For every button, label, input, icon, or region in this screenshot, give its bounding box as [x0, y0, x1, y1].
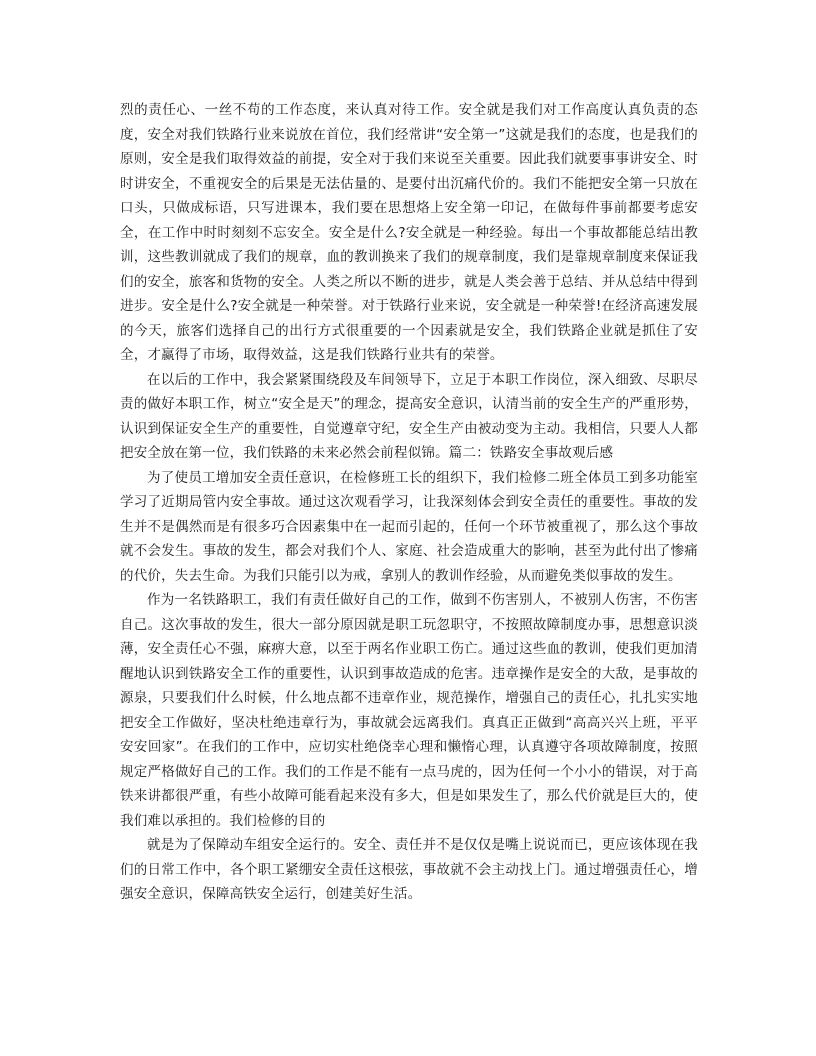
paragraph-2: 在以后的工作中，我会紧紧围绕段及车间领导下，立足于本职工作岗位，深入细致、尽职尽责的做好本职工作，树立“安全是天”的理念，提高安全意识，认清当前的安全生产的严重形势，认识到保证安全生产的重要性，自觉遵章守纪，安全生产由被动变为主动。我相信，只要人人都把安全放在第一位，我们铁路的未来必然会前程似锦。篇二：铁路安全事故观后感 — [120, 371, 698, 461]
document-body — [120, 98, 698, 907]
paragraph-5: 就是为了保障动车组安全运行的。安全、责任并不是仅仅是嘴上说说而已，更应该体现在我们的日常工作中，各个职工紧绷安全责任这根弦，事故就不会主动找上门。通过增强责任心，增强安全意识，保障高铁安全运行，创建美好生活。 — [120, 837, 698, 902]
paragraph-4: 作为一名铁路职工，我们有责任做好自己的工作，做到不伤害别人，不被别人伤害，不伤害自己。这次事故的发生，很大一部分原因就是职工玩忽职守，不按照故障制度办事，思想意识淡薄，安全责任心不强，麻痹大意，以至于两名作业职工伤亡。通过这些血的教训，使我们更加清醒地认识到铁路安全工作的重要性，认识到事故造成的危害。违章操作是安全的大敌，是事故的源泉，只要我们什么时候，什么地点都不违章作业，规范操作，增强自己的责任心，扎扎实实地把安全工作做好，坚决杜绝违章行为，事故就会远离我们。真真正正做到“高高兴兴上班，平平安安回家”。在我们的工作中，应切实杜绝侥幸心理和懒惰心理，认真遵守各项故障制度，按照规定严格做好自己的工作。我们的工作是不能有一点马虎的，因为任何一个小小的错误，对于高铁来讲都很严重，有些小故障可能看起来没有多大，但是如果发生了，那么代价就是巨大的，使我们难以承担的。我们检修的目的 — [120, 592, 698, 829]
paragraph-1: 烈的责任心、一丝不苟的工作态度，来认真对待工作。安全就是我们对工作高度认真负责的态度，安全对我们铁路行业来说放在首位，我们经常讲“安全第一”这就是我们的态度，也是我们的原则，安全是我们取得效益的前提，安全对于我们来说至关重要。因此我们就要事事讲安全、时时讲安全，不重视安全的后果是无法估量的、是要付出沉痛代价的。我们不能把安全第一只放在口头，只做成标语，只写进课本，我们要在思想烙上安全第一印记，在做每件事前都要考虑安全，在工作中时时刻刻不忘安全。安全是什么?安全就是一种经验。每出一个事故都能总结出教训，这些教训就成了我们的规章，血的教训换来了我们的规章制度，我们是靠规章制度来保证我们的安全，旅客和货物的安全。人类之所以不断的进步，就是人类会善于总结、并从总结中得到进步。安全是什么?安全就是一种荣誉。对于铁路行业来说，安全就是一种荣誉!在经济高速发展的今天，旅客们选择自己的出行方式很重要的一个因素就是安全，我们铁路企业就是抓住了安全，才赢得了市场，取得效益，这是我们铁路行业共有的荣誉。 — [120, 102, 698, 363]
paragraph-3: 为了使员工增加安全责任意识，在检修班工长的组织下，我们检修二班全体员工到多功能室学习了近期局管内安全事故。通过这次观看学习，让我深刻体会到安全责任的重要性。事故的发生并不是偶然而是有很多巧合因素集中在一起而引起的，任何一个环节被重视了，那么这个事故就不会发生。事故的发生，都会对我们个人、家庭、社会造成重大的影响，甚至为此付出了惨痛的代价，失去生命。为我们只能引以为戒，拿别人的教训作经验，从而避免类似事故的发生。 — [120, 469, 698, 584]
